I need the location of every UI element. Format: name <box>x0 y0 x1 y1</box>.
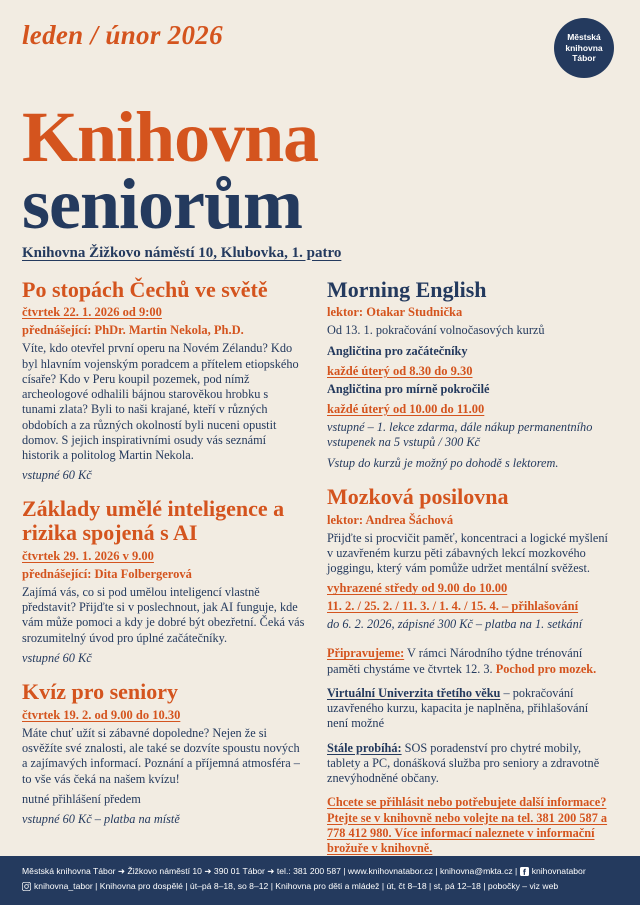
event-lecturer: lektor: Otakar Studnička <box>327 305 463 320</box>
course-1-time: každé úterý od 8.30 do 9.30 <box>327 363 473 378</box>
poster-header <box>22 18 618 78</box>
event-dates: 11. 2. / 25. 2. / 11. 3. / 1. 4. / 15. 4. – přihlašování <box>327 599 579 614</box>
footer <box>0 856 640 905</box>
footer-hours-text: | Knihovna pro dospělé | út–pá 8–18, so 8–12 | Knihovna pro děti a mládež | út, čt 8–18 | st, pá 12–18 | pobočky – viz web <box>95 881 559 892</box>
contact-text: Chcete se přihlásit nebo potřebujete další informace? Ptejte se v knihovně nebo volejte na tel. 381 200 587 a 778 412 980. Více informací naleznete v informační brožuře v knihovně. <box>327 795 608 856</box>
notice-label: Virtuální Univerzita třetího věku <box>327 685 501 700</box>
event-morning-english <box>327 278 610 471</box>
logo-line-2: knihovna <box>565 42 603 53</box>
event-price: vstupné 60 Kč <box>22 468 92 483</box>
library-logo <box>554 18 614 78</box>
notice-label: Stále probíhá: <box>327 740 402 755</box>
event-lecturer: přednášející: Dita Folbergerová <box>22 566 192 581</box>
notice-highlight: Pochod pro mozek. <box>495 661 597 676</box>
course-2-time: každé úterý od 10.00 do 11.00 <box>327 402 485 417</box>
event-title: Morning English <box>327 276 487 302</box>
notice-stale-probiha <box>327 741 610 787</box>
instagram-icon <box>22 882 31 895</box>
course-intro: Od 13. 1. pokračování volnočasových kurzů <box>327 323 545 338</box>
event-description: Přijďte si procvičit paměť, koncentraci a logické myšlení v uzavřeném kurzu pěti zábavných lekcí mozkového joggingu, který vám pomůže udržet mentální svěžest. <box>327 530 608 575</box>
event-date: čtvrtek 19. 2. od 9.00 do 10.30 <box>22 707 181 722</box>
notice-text: V rámci Národního týdne trénování paměti chystáme ve čtvrtek 12. 3. <box>327 646 583 676</box>
event-po-stopach-cechu <box>22 278 305 484</box>
event-mozkova-posilovna <box>327 485 610 633</box>
contact-block <box>327 795 610 856</box>
title-block <box>22 97 618 262</box>
event-title: Mozková posilovna <box>327 483 509 509</box>
notice-pripravujeme <box>327 646 610 676</box>
event-zaklady-ai <box>22 497 305 666</box>
notice-text: – pokračování uzavřeného kurzu, kapacita je naplněna, přihlašování není možné <box>327 685 589 731</box>
event-signup: do 6. 2. 2026, zápisné 300 Kč – platba na 1. setkání <box>327 617 583 632</box>
event-description: Máte chuť užít si zábavné dopoledne? Nejen že si osvěžíte své znalosti, ale také se dozvíte spoustu nových a zajímavých informací. Poznání a příjemná atmosféra – to vše vás čeká na našem kvízu! <box>22 725 300 786</box>
course-1-name: Angličtina pro začátečníky <box>327 343 468 358</box>
event-price: vstupné 60 Kč – platba na místě <box>22 812 180 827</box>
event-lecturer: lektor: Andrea Šáchová <box>327 512 454 527</box>
course-2-name: Angličtina pro mírně pokročilé <box>327 381 490 396</box>
event-description: Víte, kdo otevřel první operu na Novém Zélandu? Kdo byl hlavním vojenským poradcem a přítelem etiopského císaře? Kdo v Peru koupil pozemek, pod nímž archeologové odhalili bájnou starověkou hrobku s tunami zlata? Byli to naši krajané, kteří v různých obdobích a za různých okolností byli nuceni opustit domov. S jejich inspirativními osudy vás seznámí historik a politolog Martin Nekola. <box>22 341 299 463</box>
course-price: vstupné – 1. lekce zdarma, dále nákup permanentního vstupenek na 5 vstupů / 300 Kč <box>327 420 593 450</box>
title-line-2: seniorům <box>22 164 302 245</box>
event-note: nutné přihlášení předem <box>22 791 141 806</box>
right-column <box>327 278 610 871</box>
event-price: vstupné 60 Kč <box>22 650 92 665</box>
event-title: Základy umělé inteligence a rizika spojená s AI <box>22 496 285 546</box>
footer-contact-text: Městská knihovna Tábor ➜ Žižkovo náměstí 10 ➜ 390 01 Tábor ➜ tel.: 381 200 587 | www.knihovnatabor.cz | knihovna@mkta.cz | <box>22 866 518 877</box>
event-title: Po stopách Čechů ve světě <box>22 276 268 302</box>
facebook-handle: knihovnatabor <box>531 866 586 877</box>
course-entry-note: Vstup do kurzů je možný po dohodě s lektorem. <box>327 455 559 470</box>
title-line-1: Knihovna <box>22 97 319 177</box>
venue-subtitle: Knihovna Žižkovo náměstí 10, Klubovka, 1. patro <box>22 244 342 261</box>
logo-line-3: Tábor <box>572 53 596 64</box>
event-title: Kvíz pro seniory <box>22 679 179 705</box>
notice-vu3v <box>327 686 610 732</box>
period-label: leden / únor 2026 <box>22 20 223 50</box>
event-description: Zajímá vás, co si pod umělou inteligencí vlastně představit? Přijďte si v poslechnout, jak AI funguje, kde vám může pomoci a kdy je dobré být obezřetní. Čeká vás srozumitelný úvod pro úplné začátečníky. <box>22 584 305 645</box>
notice-label: Připravujeme: <box>327 646 405 661</box>
content-columns <box>22 278 618 871</box>
footer-line-2 <box>22 880 618 895</box>
footer-line-1 <box>22 865 618 880</box>
instagram-handle: knihovna_tabor <box>34 881 93 892</box>
event-lecturer: přednášející: PhDr. Martin Nekola, Ph.D. <box>22 323 244 338</box>
left-column <box>22 278 305 871</box>
notice-text: SOS poradenství pro chytré mobily, tablety a PC, donášková služba pro seniory a zdravotně znevýhodněné občany. <box>327 740 600 786</box>
event-date: čtvrtek 22. 1. 2026 od 9:00 <box>22 305 162 320</box>
event-kviz-pro-seniory <box>22 680 305 827</box>
logo-line-1: Městská <box>567 32 601 43</box>
facebook-icon <box>520 867 529 880</box>
event-time: vyhrazené středy od 9.00 do 10.00 <box>327 581 508 596</box>
event-date: čtvrtek 29. 1. 2026 v 9.00 <box>22 548 154 563</box>
